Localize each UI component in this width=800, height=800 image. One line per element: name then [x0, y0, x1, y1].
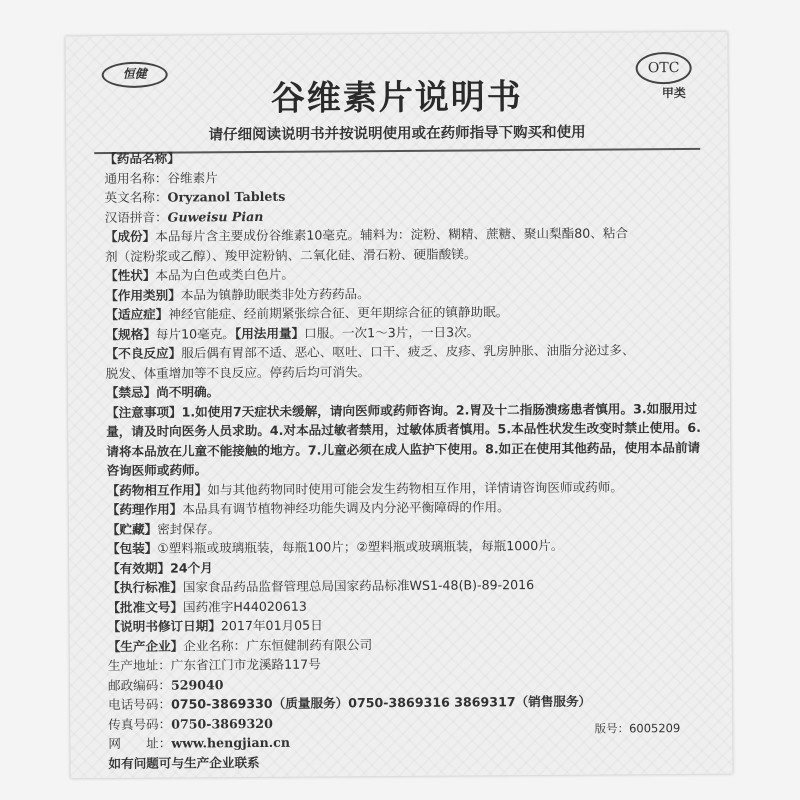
name-section-heading: 【药品名称】 — [104, 150, 180, 167]
validity-heading: 【有效期】 — [107, 560, 171, 576]
composition-heading: 【成份】 — [104, 228, 156, 245]
address-label: 生产地址： — [107, 657, 171, 674]
pharmacology-heading: 【药理作用】 — [106, 501, 183, 518]
pinyin-value: Guweisu Pian — [167, 208, 264, 225]
standard-value: 国家食品药品监督管理总局国家药品标准WS1-48(B)-89-2016 — [182, 577, 535, 595]
standard-heading: 【执行标准】 — [107, 579, 183, 596]
validity-value: 24个月 — [170, 559, 213, 576]
composition-line-1: 本品每片含主要成份谷维素10毫克。辅料为：淀粉、糊精、蔗糖、聚山梨酯80、粘合 — [155, 225, 629, 244]
contraindications-heading: 【禁忌】 — [105, 384, 157, 401]
subtitle-instruction: 请仔细阅读说明书并按说明使用或在药师指导下购买和使用 — [208, 124, 586, 144]
composition-line-2: 剂（淀粉浆或乙醇）、羧甲淀粉钠、二氧化硅、滑石粉、硬脂酸镁。 — [104, 245, 477, 264]
spec-heading: 【规格】 — [105, 326, 156, 342]
website-value[interactable]: www.hengjian.cn — [171, 734, 291, 751]
approval-value: 国药准字H44020613 — [182, 598, 307, 615]
approval-heading: 【批准文号】 — [107, 599, 184, 615]
spec-value: 每片10毫克。 — [155, 325, 235, 342]
otc-class-label: 甲类 — [661, 85, 686, 101]
postcode-value: 529040 — [170, 676, 224, 693]
adverse-row — [106, 340, 706, 364]
packaging-value: ①塑料瓶或玻璃瓶装，每瓶100片；②塑料瓶或玻璃瓶装，每瓶1000片。 — [157, 537, 564, 556]
fax-value: 0750-3869320 — [171, 715, 273, 732]
otc-badge: OTC — [636, 52, 692, 84]
english-name-label: 英文名称： — [104, 189, 168, 206]
page-title: 谷维素片说明书 — [270, 77, 523, 119]
packaging-heading: 【包装】 — [106, 540, 158, 557]
phone-value: 0750-3869330（质量服务）0750-3869316 3869317（销售服务） — [170, 693, 592, 712]
company-logo: 恒健 — [102, 62, 168, 88]
generic-name-value: 谷维素片 — [167, 169, 218, 186]
pharmacology-value: 本品具有调节植物神经功能失调及内分泌平衡障碍的作用。 — [182, 499, 510, 517]
indications-value: 神经官能症、经前期紧张综合征、更年期综合征的镇静助眠。 — [168, 304, 509, 322]
postcode-label: 邮政编码： — [107, 677, 171, 693]
english-name-value: Oryzanol Tablets — [167, 188, 286, 205]
composition-row — [105, 223, 705, 247]
revision-value: 2017年01月05日 — [220, 617, 323, 634]
indications-heading: 【适应症】 — [105, 306, 169, 323]
adverse-heading: 【不良反应】 — [105, 345, 182, 362]
appearance-heading: 【性状】 — [105, 267, 156, 284]
dosage-value: 口服。一次1～3片，一日3次。 — [304, 323, 480, 341]
interactions-heading: 【药物相互作用】 — [106, 481, 208, 498]
revision-heading: 【说明书修订日期】 — [107, 618, 221, 635]
precautions-block — [106, 398, 707, 480]
contraindications-value: 尚不明确。 — [156, 384, 220, 400]
precautions-text: 1.如使用7天症状未缓解，请向医师或药师咨询。2.胃及十二指肠溃疡患者慎用。3.如服用过量，请及时向医务人员求助。4.对本品过敏者禁用，过敏体质者慎用。5.本品性状发生改变时禁止使用。6.请将本品放在儿童不能接触的地方。7.儿童必须在成人监护下使用。8.如正在使用其他药品，使用本品前请咨询医师或药师。 — [106, 400, 701, 479]
adverse-line-2: 脱发、体重增加等不良反应。停药后均可消失。 — [105, 363, 371, 381]
precautions-heading: 【注意事项】 — [105, 404, 182, 420]
storage-value: 密封保存。 — [157, 520, 221, 537]
address-value: 广东省江门市龙溪路117号 — [170, 656, 321, 673]
interactions-value: 如与其他药物同时使用可能会发生药物相互作用，详情请咨询医师或药师。 — [207, 478, 623, 497]
fax-label: 传真号码： — [108, 716, 172, 732]
company-label: 企业名称： — [183, 637, 247, 654]
generic-name-label: 通用名称： — [104, 170, 168, 186]
dosage-heading: 【用法用量】 — [234, 325, 305, 341]
leaflet-sheet — [65, 32, 732, 779]
website-label: 网 址： — [108, 735, 172, 752]
category-heading: 【作用类别】 — [105, 287, 181, 303]
manufacturer-heading: 【生产企业】 — [107, 638, 184, 654]
storage-heading: 【贮藏】 — [106, 521, 158, 537]
appearance-value: 本品为白色或类白色片。 — [155, 266, 295, 283]
phone-label: 电话号码： — [108, 696, 172, 713]
pinyin-label: 汉语拼音： — [104, 209, 168, 225]
company-value: 广东恒健制药有限公司 — [246, 636, 373, 653]
leaflet-body — [104, 145, 708, 773]
version-number: 版号：6005209 — [594, 721, 681, 736]
contact-note: 如有问题可与生产企业联系 — [108, 754, 260, 771]
category-value: 本品为镇静助眠类非处方药药品。 — [180, 285, 370, 303]
adverse-line-1: 服后偶有胃部不适、恶心、呕吐、口干、疲乏、皮疹、乳房肿胀、油脂分泌过多、 — [181, 342, 635, 361]
